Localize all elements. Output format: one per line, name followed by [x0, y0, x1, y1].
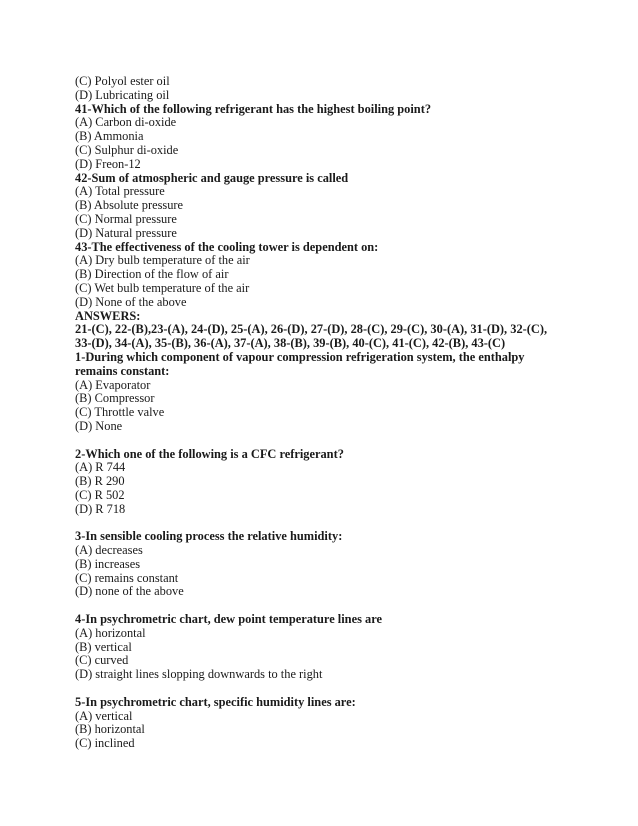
- answer-option: (A) vertical: [75, 708, 133, 723]
- answer-option: (D) Freon-12: [75, 156, 141, 171]
- answer-option: (A) horizontal: [75, 625, 146, 640]
- answer-option: (B) increases: [75, 556, 141, 571]
- answer-option: (D) None: [75, 418, 123, 433]
- question-text: 4-In psychrometric chart, dew point temperature lines are: [75, 612, 382, 627]
- blank-line: [75, 517, 565, 531]
- answer-option: (D) Natural pressure: [75, 225, 177, 240]
- answer-option: (A) Evaporator: [75, 377, 151, 392]
- question-text: 42-Sum of atmospheric and gauge pressure is called: [75, 170, 349, 185]
- answer-option: (C) R 502: [75, 487, 125, 502]
- question-text: 5-In psychrometric chart, specific humidity lines are:: [75, 694, 356, 709]
- answer-option: (C) Throttle valve: [75, 405, 165, 420]
- answer-option: (D) straight lines slopping downwards to the right: [75, 667, 323, 682]
- answer-option: (B) Direction of the flow of air: [75, 267, 229, 282]
- blank-line: [75, 682, 565, 696]
- answer-option: (C) Polyol ester oil: [75, 74, 170, 88]
- answer-option: (B) Ammonia: [75, 129, 144, 144]
- question-text: 43-The effectiveness of the cooling tower is dependent on:: [75, 239, 379, 254]
- answer-option: (C) Wet bulb temperature of the air: [75, 280, 250, 295]
- answer-option: (D) R 718: [75, 501, 126, 516]
- answer-option: (B) vertical: [75, 639, 132, 654]
- document-page: [75, 75, 565, 751]
- question-text: 41-Which of the following refrigerant has the highest boiling point?: [75, 101, 432, 116]
- answer-option: (D) None of the above: [75, 294, 187, 309]
- question-text: 21-(C), 22-(B),23-(A), 24-(D), 25-(A), 26-(D), 27-(D), 28-(C), 29-(C), 30-(A), 31-(D), 32-(C), 33-(D), 34-(A), 35-(B), 36-(A), 37-(A), 38-(B), 39-(B), 40-(C), 41-(C), 42-(B), 43-(C): [75, 322, 548, 351]
- answer-option: (B) horizontal: [75, 722, 145, 737]
- question-text: 2-Which one of the following is a CFC refrigerant?: [75, 446, 344, 461]
- question-text: 1-During which component of vapour compression refrigeration system, the enthalpy remains constant:: [75, 349, 525, 378]
- answer-option: (A) decreases: [75, 543, 143, 558]
- answer-option: (C) remains constant: [75, 570, 179, 585]
- answer-option: (B) Compressor: [75, 391, 155, 406]
- answer-option: (A) Dry bulb temperature of the air: [75, 253, 250, 268]
- answer-option: (C) Normal pressure: [75, 211, 177, 226]
- blank-line: [75, 599, 565, 613]
- answer-option: (A) Total pressure: [75, 184, 165, 199]
- answer-option: (D) none of the above: [75, 584, 184, 599]
- answer-option: (D) Lubricating oil: [75, 87, 170, 102]
- answer-option: (C) inclined: [75, 736, 135, 751]
- answer-option: (C) curved: [75, 653, 129, 668]
- answer-option: (A) Carbon di-oxide: [75, 115, 177, 130]
- answer-option: (B) R 290: [75, 474, 125, 489]
- question-text: ANSWERS:: [75, 308, 141, 323]
- answer-option: (A) R 744: [75, 460, 126, 475]
- question-text: 3-In sensible cooling process the relative humidity:: [75, 529, 343, 544]
- answer-option: (B) Absolute pressure: [75, 198, 184, 213]
- blank-line: [75, 434, 565, 448]
- answer-option: (C) Sulphur di-oxide: [75, 142, 179, 157]
